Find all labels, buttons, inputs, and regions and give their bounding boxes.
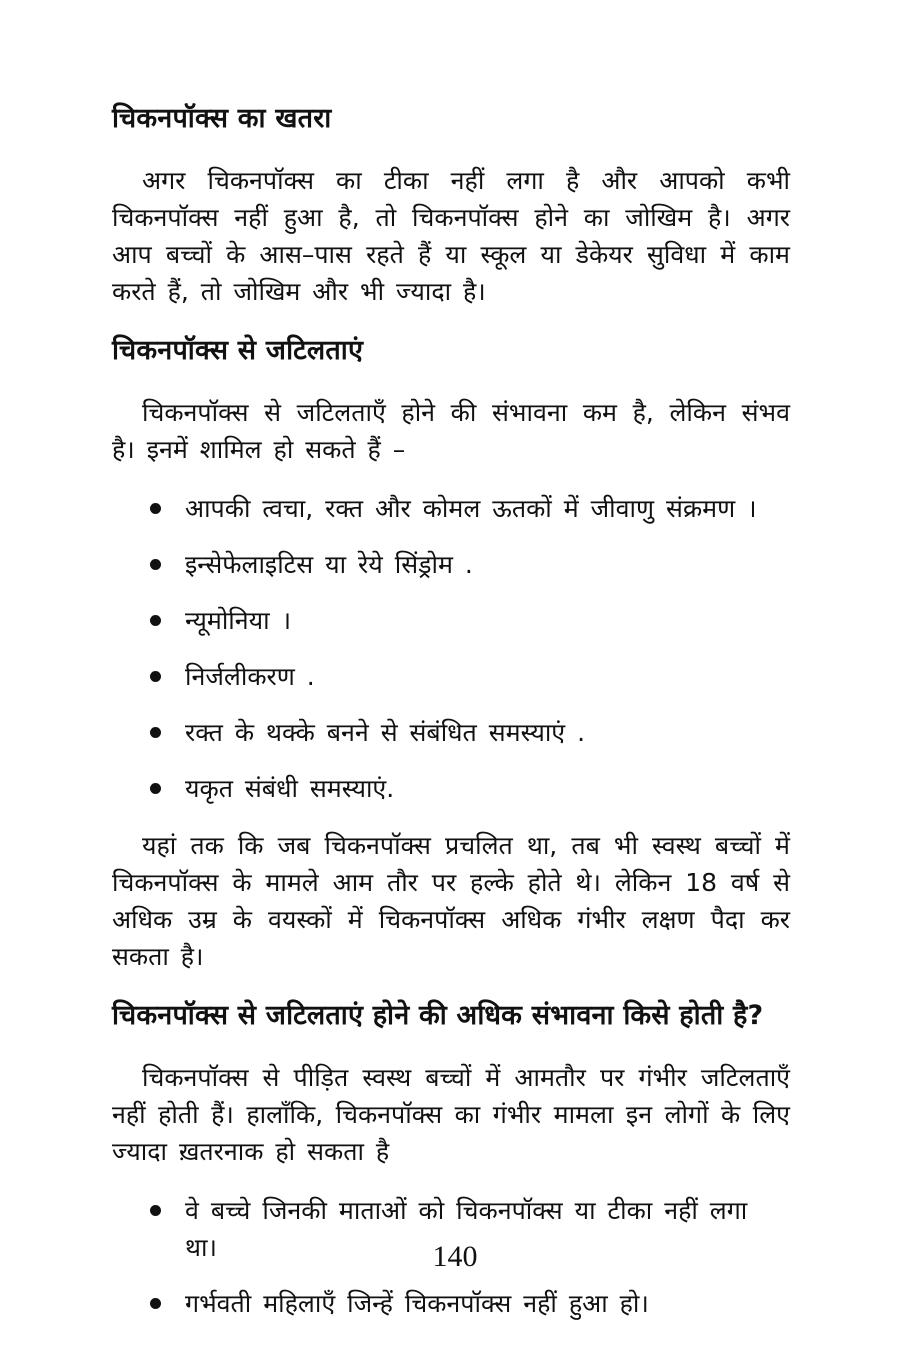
list-item [112, 602, 790, 639]
list-item [112, 490, 790, 527]
bullet-text: निर्जलीकरण . [185, 662, 315, 691]
section-heading-complications: चिकनपॉक्स से जटिलताएं [112, 335, 364, 366]
bullet-text: गर्भवती महिलाएँ जिन्हें चिकनपॉक्स नहीं हुआ हो। [185, 1289, 649, 1318]
bullet-dot-icon [150, 1298, 161, 1309]
section-heading-risk: चिकनपॉक्स का खतरा [112, 103, 332, 134]
bullet-dot-icon [150, 727, 161, 738]
bullet-dot-icon [150, 615, 161, 626]
paragraph-complications-intro: चिकनपॉक्स से जटिलताएँ होने की संभावना कम है, लेकिन संभव है। इनमें शामिल हो सकते हैं – [112, 398, 790, 464]
section-chickenpox-complications [112, 332, 790, 975]
list-item [112, 770, 790, 807]
complications-bullet-list [112, 490, 790, 807]
paragraph-complications-closing: यहां तक कि जब चिकनपॉक्स प्रचलित था, तब भी स्वस्थ बच्चों में चिकनपॉक्स के मामले आम तौर पर हल्के होते थे। लेकिन 18 वर्ष से अधिक उम्र के वयस्कों में चिकनपॉक्स अधिक गंभीर लक्षण पैदा कर सकता है। [112, 831, 790, 971]
section-chickenpox-risk [112, 100, 790, 310]
list-item [112, 658, 790, 695]
bullet-text: न्यूमोनिया । [185, 606, 292, 635]
list-item [112, 546, 790, 583]
list-item [112, 714, 790, 751]
bullet-dot-icon [150, 671, 161, 682]
bullet-dot-icon [150, 783, 161, 794]
paragraph-likelihood-intro: चिकनपॉक्स से पीड़ित स्वस्थ बच्चों में आमतौर पर गंभीर जटिलताएँ नहीं होती हैं। हालाँकि, चिकनपॉक्स का गंभीर मामला इन लोगों के लिए ज्यादा ख़तरनाक हो सकता है [112, 1063, 790, 1166]
bullet-text: वे बच्चे जिनकी माताओं को चिकनपॉक्स या टीका नहीं लगा था। [185, 1196, 748, 1262]
bullet-dot-icon [150, 1205, 161, 1216]
paragraph-risk: अगर चिकनपॉक्स का टीका नहीं लगा है और आपको कभी चिकनपॉक्स नहीं हुआ है, तो चिकनपॉक्स होने का जोखिम है। अगर आप बच्चों के आस–पास रहते हैं या स्कूल या डेकेयर सुविधा में काम करते हैं, तो जोखिम और भी ज्यादा है। [112, 166, 790, 306]
section-heading-likelihood: चिकनपॉक्स से जटिलताएं होने की अधिक संभावना किसे होती है? [112, 1000, 764, 1031]
list-item [112, 1285, 790, 1322]
document-page [112, 100, 790, 1342]
bullet-text: रक्त के थक्के बनने से संबंधित समस्याएं . [185, 718, 586, 747]
bullet-text: यकृत संबंधी समस्याएं. [185, 774, 395, 803]
bullet-text: इन्सेफेलाइटिस या रेये सिंड्रोम . [185, 550, 473, 579]
bullet-dot-icon [150, 503, 161, 514]
bullet-text: आपकी त्वचा, रक्त और कोमल ऊतकों में जीवाणु संक्रमण । [185, 494, 757, 523]
page-number: 140 [432, 1240, 478, 1273]
bullet-dot-icon [150, 559, 161, 570]
